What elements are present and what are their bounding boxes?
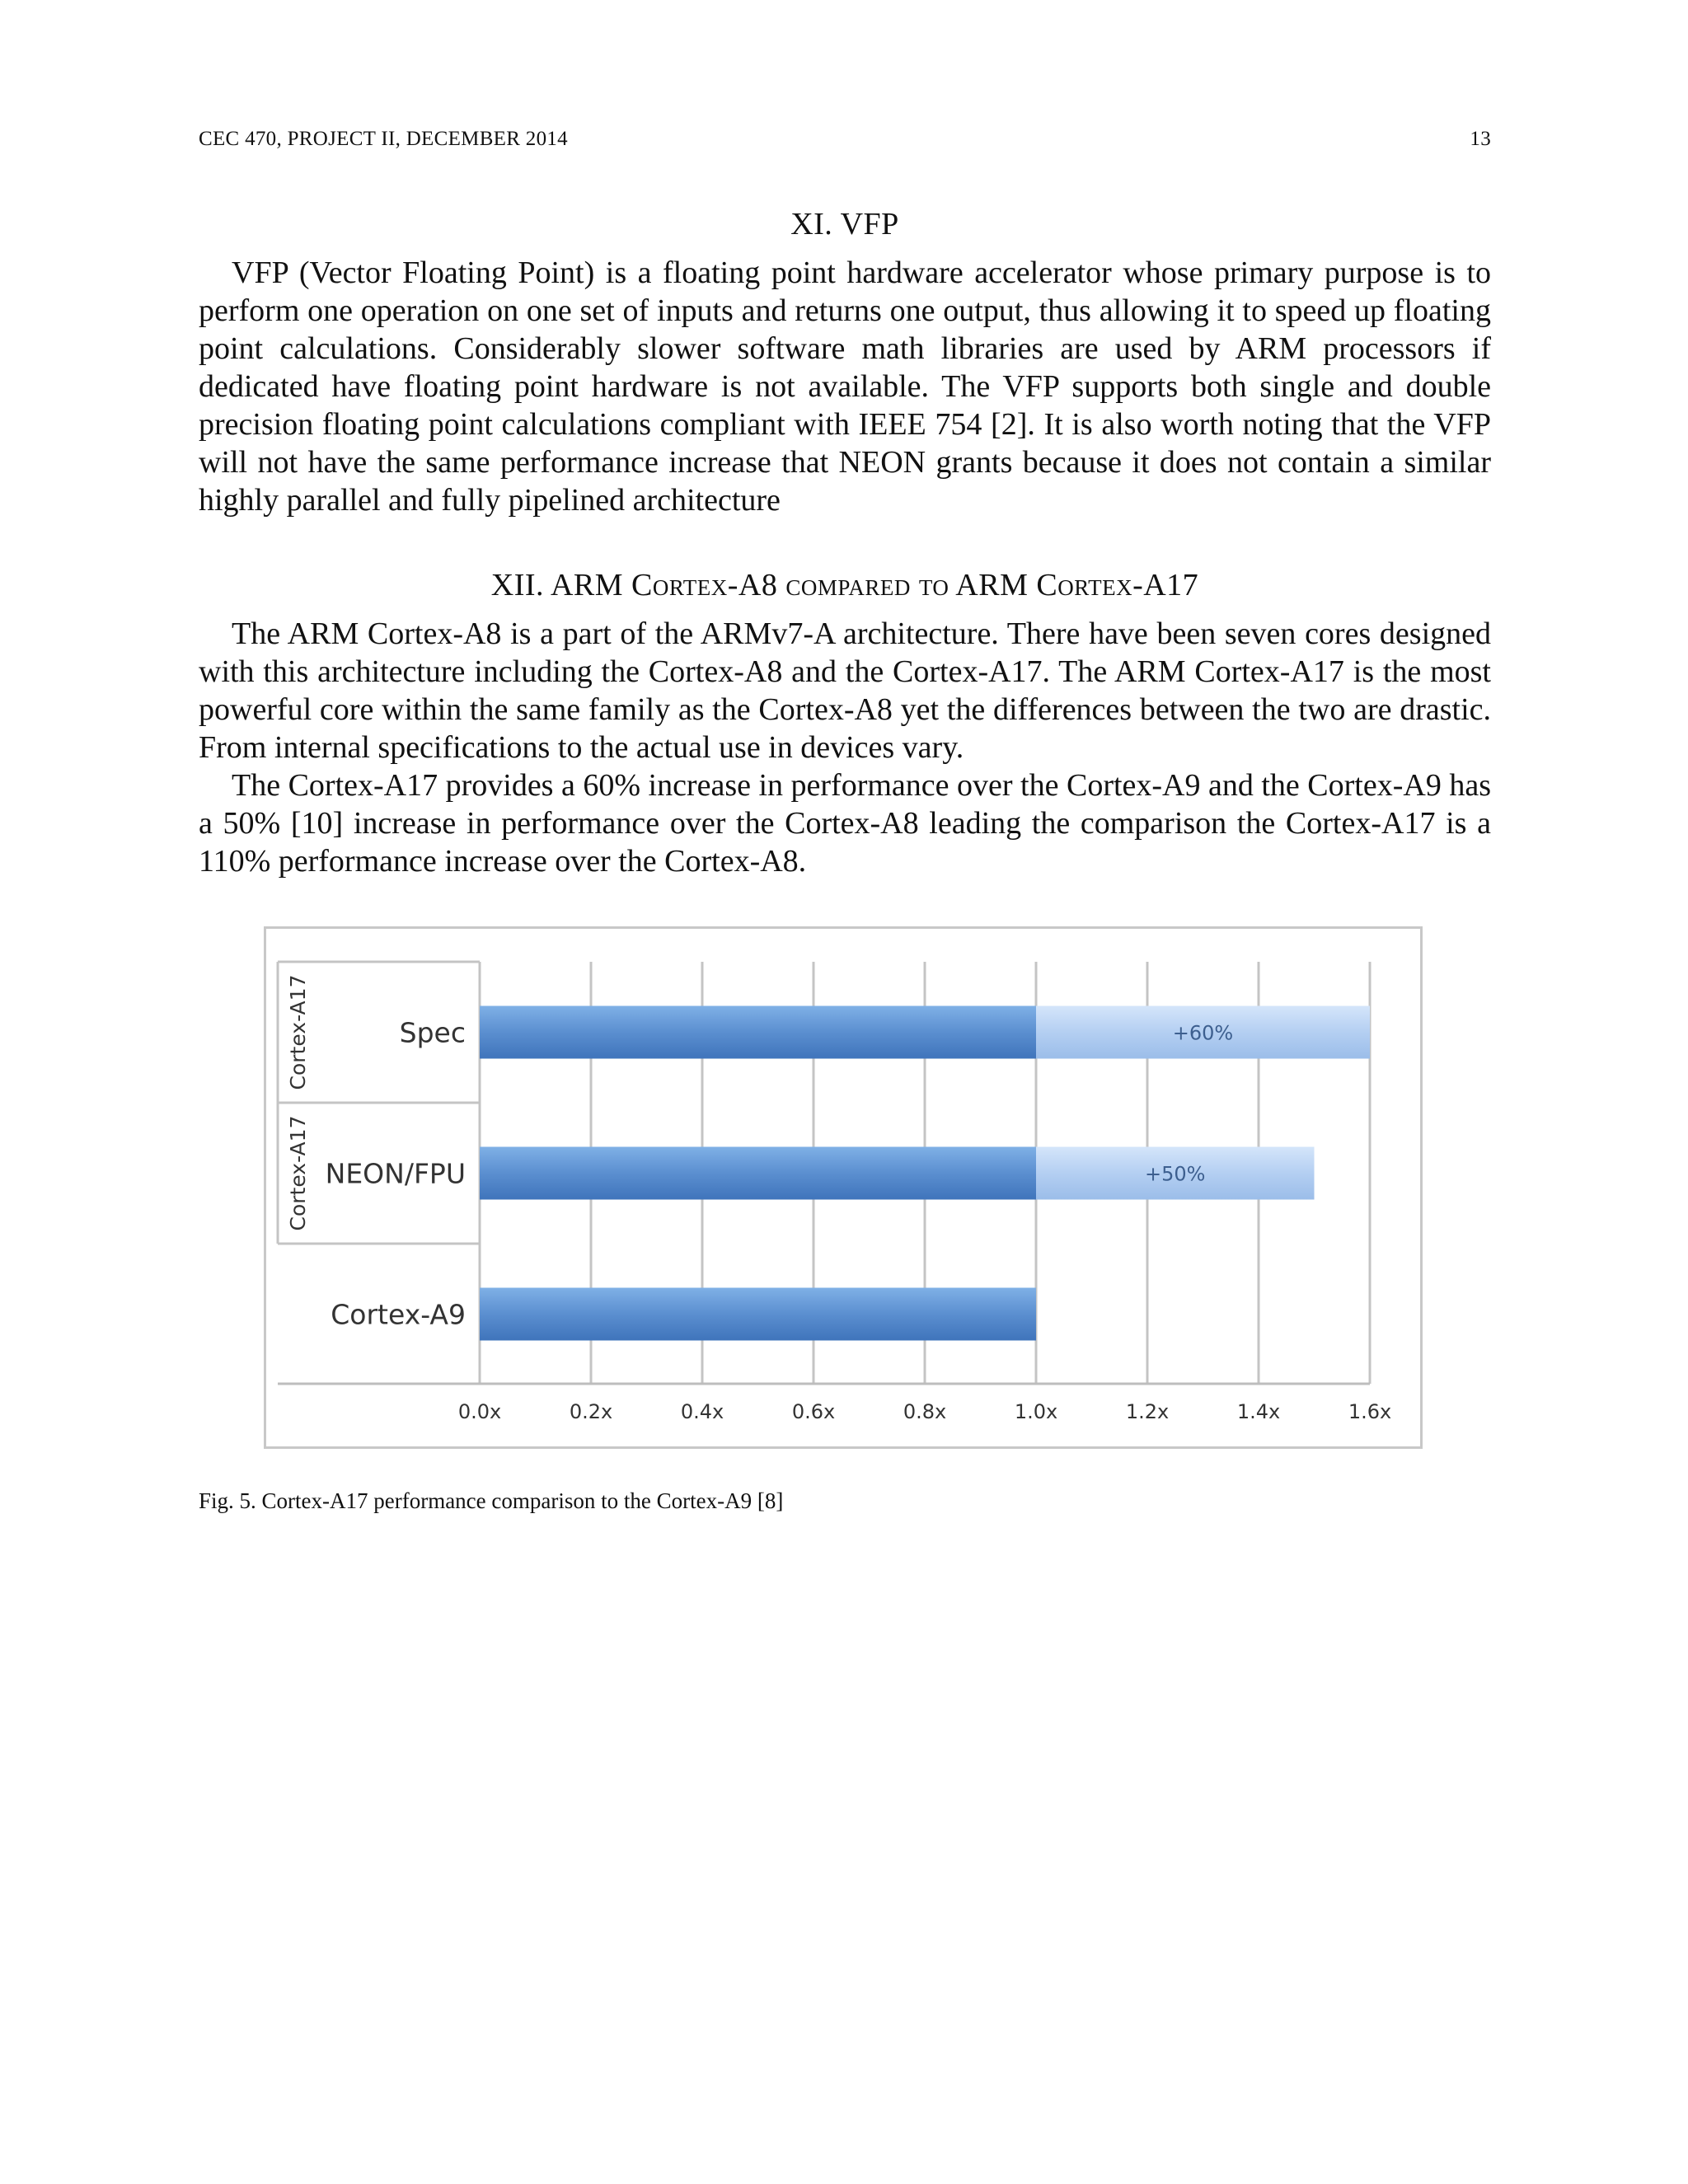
group-label: Cortex-A17 <box>286 1115 310 1231</box>
bar-base-2 <box>480 1288 1036 1341</box>
group-label: Cortex-A17 <box>286 974 310 1090</box>
running-head: CEC 470, PROJECT II, DECEMBER 2014 <box>199 128 568 150</box>
x-tick-label: 1.4x <box>1236 1400 1281 1423</box>
figure-caption: Fig. 5. Cortex-A17 performance comparison to the Cortex-A9 [8] <box>199 1488 784 1513</box>
figure-chart <box>264 926 1423 1449</box>
x-tick-label: 1.0x <box>1014 1400 1058 1423</box>
category-label: NEON/FPU <box>325 1157 466 1190</box>
category-label: Cortex-A9 <box>331 1298 466 1331</box>
x-tick-label: 0.2x <box>569 1400 613 1423</box>
x-tick-label: 0.4x <box>680 1400 724 1423</box>
performance-chart <box>266 929 1420 1446</box>
paragraph-vfp: VFP (Vector Floating Point) is a floating point hardware accelerator whose primary purpose is to perform one operation on one set of inputs and returns one output, thus allowing it to speed up floating point calculations. Considerably slower software math libraries are used by ARM processors if dedicated have floating point hardware is not available. The VFP supports both single and double precision floating point calculations compliant with IEEE 754 [2]. It is also worth noting that the VFP will not have the same performance increase that NEON grants because it does not contain a similar highly parallel and fully pipelined architecture <box>199 255 1491 518</box>
x-tick-label: 0.6x <box>791 1400 836 1423</box>
x-tick-label: 0.8x <box>903 1400 947 1423</box>
section-title-cortex-comparison: XII. ARM Cortex-A8 compared to ARM Cortex-A17 <box>490 568 1199 602</box>
bar-data-label: +60% <box>1172 1021 1234 1045</box>
category-label: Spec <box>399 1016 466 1049</box>
page-header <box>199 128 1491 154</box>
bar-base-1 <box>480 1147 1036 1200</box>
x-tick-label: 0.0x <box>457 1400 502 1423</box>
paragraph-cortex-intro: The ARM Cortex-A8 is a part of the ARMv7-A architecture. There have been seven cores designed with this architecture including the Cortex-A8 and the Cortex-A17. The ARM Cortex-A17 is the most powerful core within the same family as the Cortex-A8 yet the differences between the two are drastic. From internal specifications to the actual use in devices vary. <box>199 616 1491 765</box>
page-number: 13 <box>1470 128 1491 150</box>
section-title-vfp: XI. VFP <box>790 207 899 241</box>
x-tick-label: 1.2x <box>1125 1400 1170 1423</box>
bar-data-label: +50% <box>1145 1162 1206 1186</box>
paragraph-cortex-performance: The Cortex-A17 provides a 60% increase in performance over the Cortex-A9 and the Cortex-A9 has a 50% [10] increase in performance over the Cortex-A8 leading the comparison the Cortex-A17 is a 110% performance increase over the Cortex-A8. <box>199 768 1491 879</box>
bar-base-0 <box>480 1006 1036 1059</box>
x-tick-label: 1.6x <box>1348 1400 1392 1423</box>
